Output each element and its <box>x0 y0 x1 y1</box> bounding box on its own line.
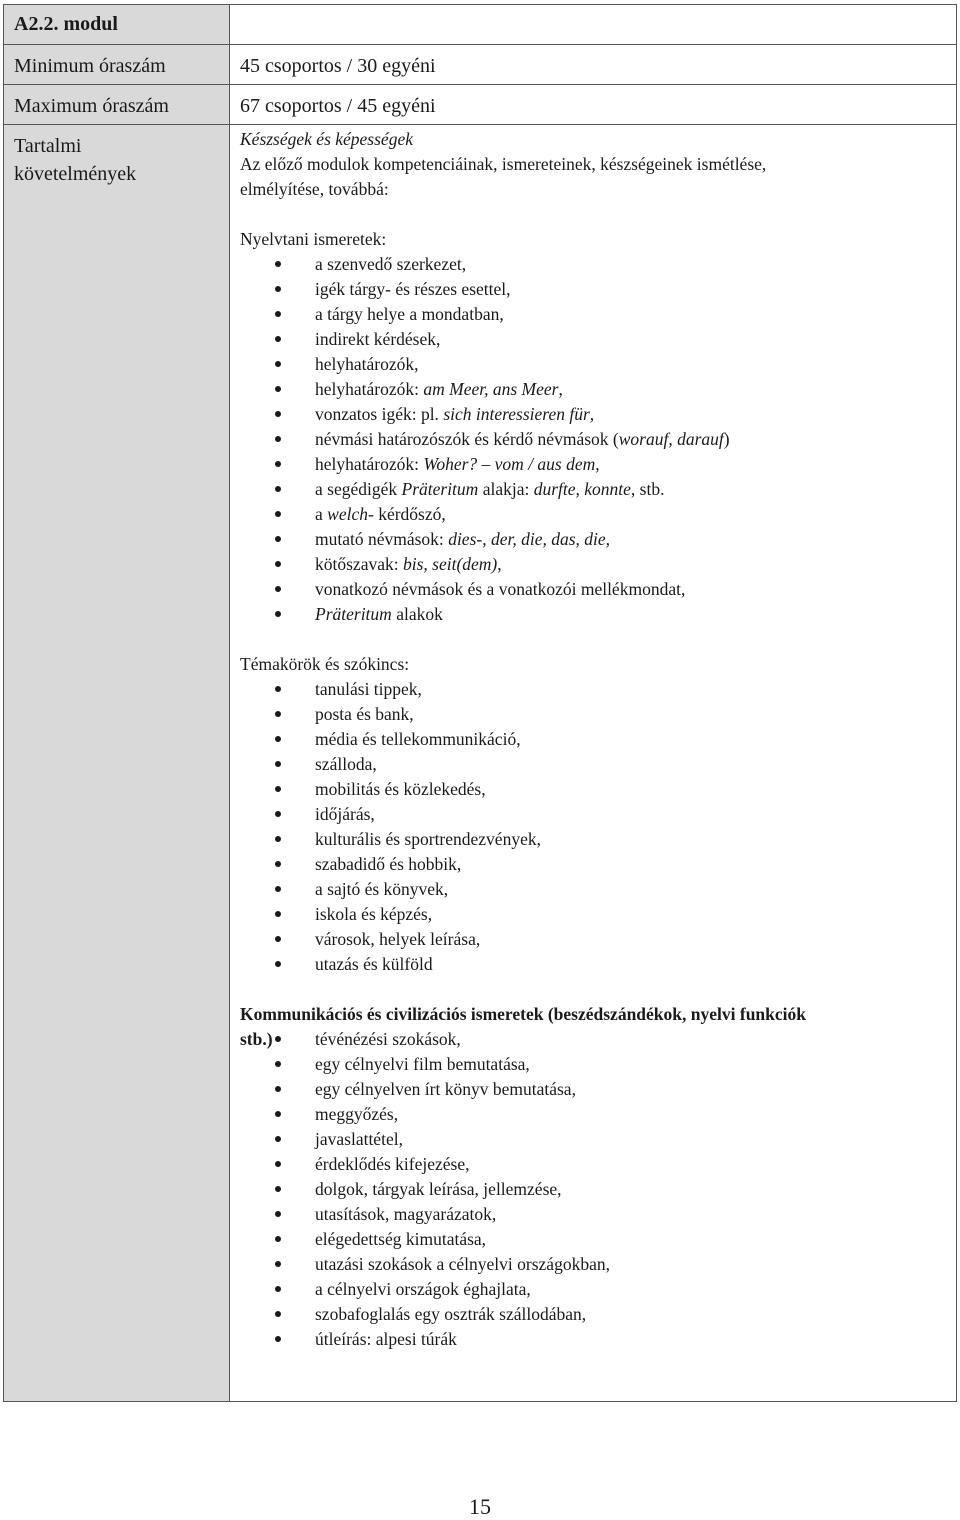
topics-item <box>240 852 946 877</box>
grammar-item-text: a szenvedő szerkezet, <box>315 254 467 274</box>
grammar-item <box>240 377 946 402</box>
communication-item-text: egy célnyelvi film bemutatása, <box>315 1054 530 1074</box>
grammar-item-text: dies-, der, die, das, die <box>448 529 606 549</box>
grammar-item-text: helyhatározók, <box>315 354 419 374</box>
communication-item-text: utazási szokások a célnyelvi országokban, <box>315 1254 610 1274</box>
min-hours-label: Minimum óraszám <box>4 45 230 85</box>
bullet-icon <box>275 811 281 817</box>
topics-heading-colon: : <box>404 654 410 674</box>
grammar-item <box>240 277 946 302</box>
bullet-icon <box>275 461 281 467</box>
communication-item-text: a célnyelvi országok éghajlata, <box>315 1279 531 1299</box>
bullet-icon <box>275 961 281 967</box>
topics-item-text: posta és bank, <box>315 704 414 724</box>
topics-item <box>240 802 946 827</box>
grammar-item-text: a tárgy helye a mondatban, <box>315 304 504 324</box>
topics-item-text: a sajtó és könyvek, <box>315 879 449 899</box>
bullet-icon <box>275 386 281 392</box>
bullet-icon <box>275 436 281 442</box>
grammar-item <box>240 452 946 477</box>
intro-line-2: elmélyítése, továbbá: <box>240 179 389 199</box>
topics-item <box>240 952 946 977</box>
communication-item <box>240 1027 946 1052</box>
grammar-item <box>240 427 946 452</box>
communication-item <box>240 1127 946 1152</box>
grammar-item <box>240 552 946 577</box>
grammar-item <box>240 527 946 552</box>
module-title: A2.2. modul <box>4 5 230 45</box>
communication-item <box>240 1202 946 1227</box>
bullet-icon <box>275 1261 281 1267</box>
bullet-icon <box>275 411 281 417</box>
grammar-heading-text: Nyelvtani ismeretek <box>240 229 382 249</box>
bullet-icon <box>275 711 281 717</box>
skills-heading: Készségek és képességek <box>240 129 413 149</box>
bullet-icon <box>275 736 281 742</box>
communication-item <box>240 1327 946 1352</box>
spacer <box>240 202 946 227</box>
topics-item-text: tanulási tippek, <box>315 679 422 699</box>
bullet-icon <box>275 911 281 917</box>
grammar-item <box>240 327 946 352</box>
bullet-icon <box>275 1161 281 1167</box>
bullet-icon <box>275 1036 281 1042</box>
communication-item <box>240 1152 946 1177</box>
communication-list <box>240 1027 946 1352</box>
grammar-item-text: Präteritum <box>401 479 479 499</box>
bullet-icon <box>275 261 281 267</box>
grammar-item <box>240 252 946 277</box>
grammar-item-text: , <box>497 554 502 574</box>
grammar-item-text: vonzatos igék: pl. <box>315 404 444 424</box>
spacer <box>240 627 946 652</box>
topics-item-text: mobilitás és közlekedés, <box>315 779 486 799</box>
grammar-item-text: indirekt kérdések, <box>315 329 441 349</box>
communication-item <box>240 1077 946 1102</box>
communication-item <box>240 1277 946 1302</box>
topics-heading-text: Témakörök és szókincs <box>240 654 405 674</box>
communication-item-text: utasítások, magyarázatok, <box>315 1204 497 1224</box>
content-requirements-row <box>4 125 957 1402</box>
bullet-icon <box>275 1086 281 1092</box>
grammar-item-text: a segédigék <box>315 479 402 499</box>
communication-heading-line2: stb.) <box>240 1029 273 1049</box>
communication-item <box>240 1227 946 1252</box>
topics-item-text: iskola és képzés, <box>315 904 433 924</box>
content-requirements-label <box>4 125 230 1402</box>
grammar-item-text: vonatkozó névmások és a vonatkozói mellékmondat, <box>315 579 686 599</box>
grammar-item-text: welch- <box>327 504 374 524</box>
topics-item-text: városok, helyek leírása, <box>315 929 481 949</box>
grammar-item-text: , <box>605 529 611 549</box>
communication-item <box>240 1052 946 1077</box>
content-label-line1: Tartalmi <box>14 135 82 157</box>
topics-item <box>240 927 946 952</box>
grammar-item-text: , <box>589 404 595 424</box>
grammar-item <box>240 502 946 527</box>
grammar-item-text: durfte, konnte <box>533 479 631 499</box>
bullet-icon <box>275 886 281 892</box>
intro-line-1: Az előző modulok kompetenciáinak, ismereteinek, készségeinek ismétlése, <box>240 154 767 174</box>
bullet-icon <box>275 1236 281 1242</box>
max-hours-row <box>4 85 957 125</box>
grammar-item-text: alakja: <box>478 479 534 499</box>
communication-item <box>240 1102 946 1127</box>
grammar-item-text: Woher? – vom / aus dem <box>423 454 596 474</box>
bullet-icon <box>275 1286 281 1292</box>
communication-item-text: elégedettség kimutatása, <box>315 1229 487 1249</box>
communication-heading-line1: Kommunikációs és civilizációs ismeretek (beszédszándékok, nyelvi funkciók <box>240 1004 806 1024</box>
grammar-item-text: worauf, darauf <box>618 429 724 449</box>
communication-item-text: egy célnyelven írt könyv bemutatása, <box>315 1079 576 1099</box>
module-table <box>3 4 957 1402</box>
bullet-icon <box>275 1211 281 1217</box>
grammar-heading <box>240 227 946 252</box>
grammar-item-text: bis, seit(dem) <box>402 554 498 574</box>
bullet-icon <box>275 861 281 867</box>
grammar-item-text: névmási határozószók és kérdő névmások ( <box>315 429 619 449</box>
communication-item <box>240 1252 946 1277</box>
grammar-item-text: helyhatározók: <box>315 454 424 474</box>
communication-item-text: tévénézési szokások, <box>315 1029 461 1049</box>
topics-item <box>240 827 946 852</box>
grammar-item-text: , <box>558 379 563 399</box>
grammar-item-text: , stb. <box>630 479 665 499</box>
grammar-item-text: , <box>595 454 600 474</box>
bullet-icon <box>275 1111 281 1117</box>
topics-item-text: utazás és külföld <box>315 954 433 974</box>
topics-item <box>240 727 946 752</box>
grammar-item <box>240 302 946 327</box>
topics-item <box>240 752 946 777</box>
grammar-item <box>240 352 946 377</box>
grammar-item-text: kötőszavak: <box>315 554 403 574</box>
bullet-icon <box>275 336 281 342</box>
bullet-icon <box>275 361 281 367</box>
grammar-item <box>240 477 946 502</box>
grammar-item-text: igék tárgy- és részes esettel, <box>315 279 511 299</box>
topics-item <box>240 902 946 927</box>
bullet-icon <box>275 286 281 292</box>
communication-item-text: szobafoglalás egy osztrák szállodában, <box>315 1304 587 1324</box>
communication-item-text: érdeklődés kifejezése, <box>315 1154 470 1174</box>
bullet-icon <box>275 786 281 792</box>
content-requirements-body <box>230 125 957 1402</box>
grammar-item-text: a <box>315 504 328 524</box>
spacer <box>240 977 946 1002</box>
max-hours-value: 67 csoportos / 45 egyéni <box>230 85 957 125</box>
bullet-icon <box>275 311 281 317</box>
bullet-icon <box>275 486 281 492</box>
communication-block <box>240 1027 946 1352</box>
module-title-empty-cell <box>230 5 957 45</box>
topics-item <box>240 677 946 702</box>
topics-item-text: szálloda, <box>315 754 377 774</box>
max-hours-label: Maximum óraszám <box>4 85 230 125</box>
communication-item <box>240 1177 946 1202</box>
topics-item-text: időjárás, <box>315 804 375 824</box>
grammar-item-text: kérdőszó, <box>373 504 446 524</box>
page-number: 15 <box>469 1494 491 1519</box>
topics-item-text: szabadidő és hobbik, <box>315 854 462 874</box>
module-title-row <box>4 5 957 45</box>
grammar-heading-colon: : <box>381 229 387 249</box>
topics-item <box>240 777 946 802</box>
grammar-item-text: sich interessieren für <box>443 404 590 424</box>
grammar-item-text: am Meer, ans Meer <box>423 379 559 399</box>
communication-item-text: meggyőzés, <box>315 1104 399 1124</box>
bullet-icon <box>275 586 281 592</box>
bullet-icon <box>275 836 281 842</box>
topics-heading <box>240 652 946 677</box>
bullet-icon <box>275 761 281 767</box>
communication-item-text: dolgok, tárgyak leírása, jellemzése, <box>315 1179 562 1199</box>
bullet-icon <box>275 1311 281 1317</box>
topics-item <box>240 702 946 727</box>
bullet-icon <box>275 1061 281 1067</box>
grammar-item-text: Präteritum <box>315 604 392 624</box>
bullet-icon <box>275 1186 281 1192</box>
min-hours-row <box>4 45 957 85</box>
topics-item <box>240 877 946 902</box>
bullet-icon <box>275 536 281 542</box>
bullet-icon <box>275 511 281 517</box>
bullet-icon <box>275 1336 281 1342</box>
min-hours-value: 45 csoportos / 30 egyéni <box>230 45 957 85</box>
topics-item-text: média és tellekommunikáció, <box>315 729 521 749</box>
bullet-icon <box>275 936 281 942</box>
bullet-icon <box>275 561 281 567</box>
grammar-item <box>240 602 946 627</box>
communication-item <box>240 1302 946 1327</box>
communication-item-text: útleírás: alpesi túrák <box>315 1329 457 1349</box>
bullet-icon <box>275 686 281 692</box>
content-label-line2: követelmények <box>14 163 137 185</box>
bullet-icon <box>275 611 281 617</box>
grammar-list <box>240 252 946 627</box>
grammar-item-text: helyhatározók: <box>315 379 424 399</box>
grammar-item-text: alakok <box>391 604 443 624</box>
topics-item-text: kulturális és sportrendezvények, <box>315 829 541 849</box>
topics-list <box>240 677 946 977</box>
grammar-item-text: mutató névmások: <box>315 529 449 549</box>
grammar-item <box>240 402 946 427</box>
grammar-item <box>240 577 946 602</box>
grammar-item-text: ) <box>723 429 730 449</box>
communication-item-text: javaslattétel, <box>315 1129 403 1149</box>
bullet-icon <box>275 1136 281 1142</box>
